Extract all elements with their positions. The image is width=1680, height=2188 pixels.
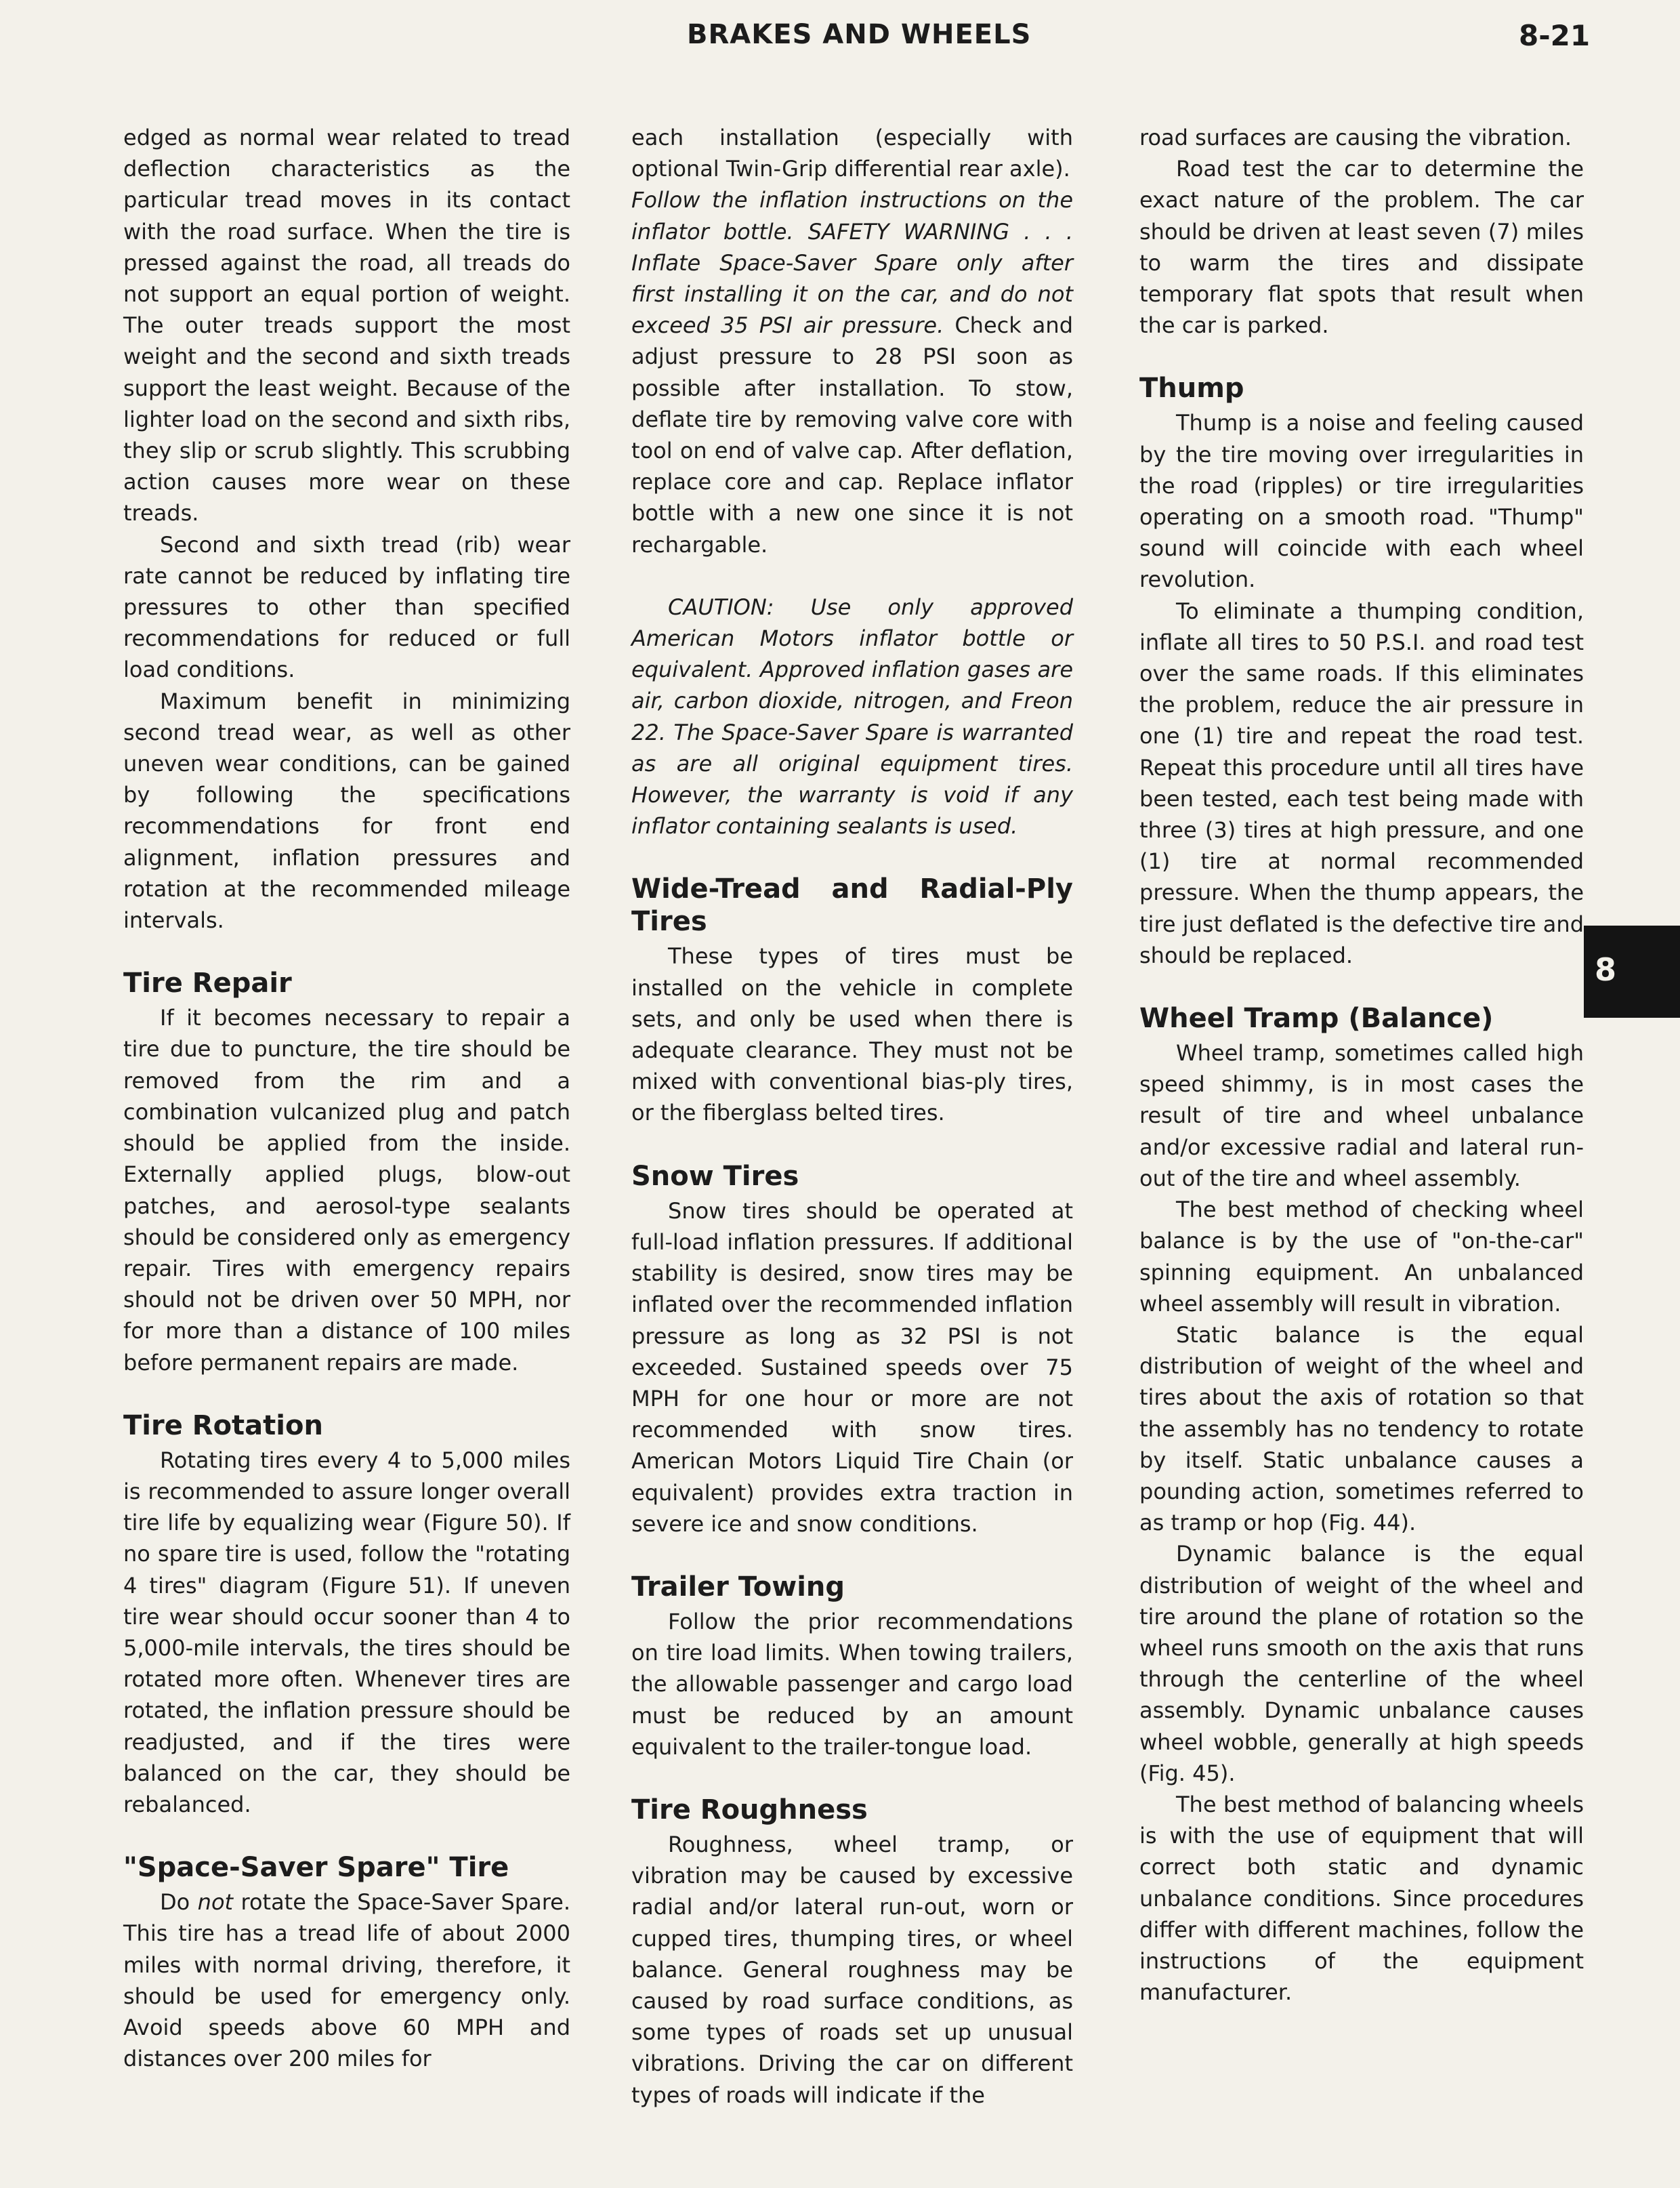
page-number: 8-21 bbox=[1519, 19, 1591, 52]
paragraph: Roughness, wheel tramp, or vibration may be caused by excessive radial and/or lateral run-out, worn or cupped tires, thumping tires, or wheel balance. General roughness may be caused by road surface conditions, as some types of roads set up unusual vibrations. Driving the car on different types of roads will indicate if the bbox=[631, 1831, 1073, 2108]
paragraph: Maximum benefit in minimizing second tread wear, as well as other uneven wear conditions, can be gained by following the specifications recommendations for front end alignment, inflation pressures and rotation at the recommended mileage intervals. bbox=[123, 688, 570, 934]
caution-note: CAUTION: Use only approved American Motors inflator bottle or equivalent. Approved inflation gases are air, carbon dioxide, nitrogen, and Freon 22. The Space-Saver Spare is warranted as are all original equipment tires. However, the warranty is void if any inflator containing sealants is used. bbox=[631, 594, 1073, 840]
paragraph: If it becomes necessary to repair a tire due to puncture, the tire should be removed from the rim and a combination vulcanized plug and patch should be applied from the inside. Externally applied plugs, blow-out patches, and aerosol-type sealants should be considered only as emergency repair. Tires with emergency repairs should not be driven over 50 MPH, nor for more than a distance of 100 miles before permanent repairs are made. bbox=[123, 1005, 570, 1376]
section-heading-tire-repair: Tire Repair bbox=[123, 968, 292, 999]
running-head: BRAKES AND WHEELS bbox=[687, 19, 1032, 50]
paragraph: Dynamic balance is the equal distribution of weight of the wheel and tire around the plane of rotation so the wheel runs smooth on the axis that runs through the centerline of the wheel assembly. Dynamic unbalance causes wheel wobble, generally at high speeds (Fig. 45). bbox=[1139, 1541, 1584, 1786]
column-1 bbox=[123, 122, 570, 2074]
paragraph: To eliminate a thumping condition, inflate all tires to 50 P.S.I. and road test over the same roads. If this eliminates the problem, reduce the air pressure in one (1) tire and repeat the road test. Repeat this procedure until all tires have been tested, each test being made with three (3) tires at high pressure, and one (1) tire at normal recommended pressure. When the thump appears, the tire just deflated is the defective tire and should be replaced. bbox=[1139, 598, 1584, 968]
paragraph: Static balance is the equal distribution of weight of the wheel and tires about the axis of rotation so that the assembly has no tendency to rotate by itself. Static unbalance causes a pounding action, sometimes referred to as tramp or hop (Fig. 44). bbox=[1139, 1321, 1584, 1536]
section-tab-label: 8 bbox=[1595, 951, 1617, 988]
paragraph: Road test the car to determine the exact nature of the problem. The car should be driven at least seven (7) miles to warm the tires and dissipate temporary flat spots that result when the car is parked. bbox=[1139, 156, 1584, 339]
paragraph: Second and sixth tread (rib) wear rate cannot be reduced by inflating tire pressures to other than specified recommendations for reduced or full load conditions. bbox=[123, 531, 570, 683]
section-heading-snow-tires: Snow Tires bbox=[631, 1160, 799, 1192]
section-heading-thump: Thump bbox=[1139, 373, 1244, 405]
paragraph: each installation (especially with optional Twin-Grip differential rear axle). bbox=[631, 125, 1073, 182]
paragraph: These types of tires must be installed on the vehicle in complete sets, and only be used when there is adequate clearance. They must not be mixed with conventional bias-ply tires, or the fiberglass belted tires. bbox=[631, 943, 1073, 1126]
section-heading-tire-roughness: Tire Roughness bbox=[631, 1794, 868, 1825]
paragraph: Snow tires should be operated at full-load inflation pressures. If additional stability is desired, snow tires may be inflated over the recommended inflation pressure as long as 32 PSI is not exceeded. Sustained speeds over 75 MPH for one hour or more are not recommended with snow tires. American Motors Liquid Tire Chain (or equivalent) provides extra traction in severe ice and snow conditions. bbox=[631, 1197, 1073, 1537]
column-3 bbox=[1139, 122, 1584, 2008]
paragraph: edged as normal wear related to tread deflection characteristics as the particular tread moves in its contact with the road surface. When the tire is pressed against the road, all treads do not support an equal portion of weight. The outer treads support the most weight and the second and sixth treads support the least weight. Because of the lighter load on the second and sixth ribs, they slip or scrub slightly. This scrubbing action causes more wear on these treads. bbox=[123, 125, 570, 527]
paragraph: Thump is a noise and feeling caused by the tire moving over irregularities in the road (ripples) or tire irregularities operating on a smooth road. "Thump" sound will coincide with each wheel revolution. bbox=[1139, 410, 1584, 593]
paragraph: Follow the prior recommendations on tire load limits. When towing trailers, the allowable passenger and cargo load must be reduced by an amount equivalent to the trailer-tongue load. bbox=[631, 1608, 1073, 1760]
emphasis-not: not bbox=[197, 1889, 234, 1916]
paragraph: Rotating tires every 4 to 5,000 miles is recommended to assure longer overall tire life by equalizing wear (Figure 50). If no spare tire is used, follow the "rotating 4 tires" diagram (Figure 51). If uneven tire wear should occur sooner than 4 to 5,000-mile intervals, the tires should be rotated more often. Whenever tires are rotated, the inflation pressure should be readjusted, and if the tires were balanced on the car, they should be rebalanced. bbox=[123, 1447, 570, 1817]
section-heading-wheel-tramp: Wheel Tramp (Balance) bbox=[1139, 1003, 1494, 1035]
paragraph: road surfaces are causing the vibration. bbox=[1139, 125, 1572, 150]
section-tab bbox=[1584, 926, 1680, 1018]
inflation-instructions: Follow the inflation instructions on the inflator bottle. SAFETY WARNING . . . Inflate Space-Saver Spare only after first installing it on the car, and do not exceed 35 PSI air pressure. bbox=[631, 187, 1073, 339]
section-heading-trailer-towing: Trailer Towing bbox=[631, 1571, 845, 1603]
paragraph: The best method of checking wheel balance is by the use of "on-the-car" spinning equipment. An unbalanced wheel assembly will result in vibration. bbox=[1139, 1197, 1584, 1317]
text-run: Do bbox=[160, 1889, 198, 1916]
paragraph bbox=[123, 1886, 570, 2074]
paragraph bbox=[631, 184, 1073, 560]
paragraph: The best method of balancing wheels is with the use of equipment that will correct both static and dynamic unbalance conditions. Since procedures differ with different machines, follow the instructions of the equipment manufacturer. bbox=[1139, 1791, 1584, 2006]
section-heading-space-saver-spare: "Space-Saver Spare" Tire bbox=[123, 1852, 509, 1884]
text-run: Check and adjust pressure to 28 PSI soon as possible after installation. To stow, deflate tire by removing valve core with tool on end of valve cap. After deflation, replace core and cap. Replace inflator bottle with a new one since it is not rechargable. bbox=[631, 312, 1073, 558]
text-run: rotate the Space-Saver Spare. This tire has a tread life of about 2000 miles with normal driving, therefore, it should be used for emergency only. Avoid speeds above 60 MPH and distances over 200 miles for bbox=[123, 1889, 571, 2072]
page-header bbox=[0, 19, 1680, 73]
paragraph: Wheel tramp, sometimes called high speed shimmy, is in most cases the result of tire and wheel unbalance and/or excessive radial and lateral run-out of the tire and wheel assembly. bbox=[1139, 1040, 1584, 1191]
column-2 bbox=[631, 122, 1073, 2111]
section-heading-tire-rotation: Tire Rotation bbox=[123, 1409, 323, 1441]
section-heading-wide-tread: Wide-Tread and Radial-Ply Tires bbox=[631, 873, 1073, 938]
